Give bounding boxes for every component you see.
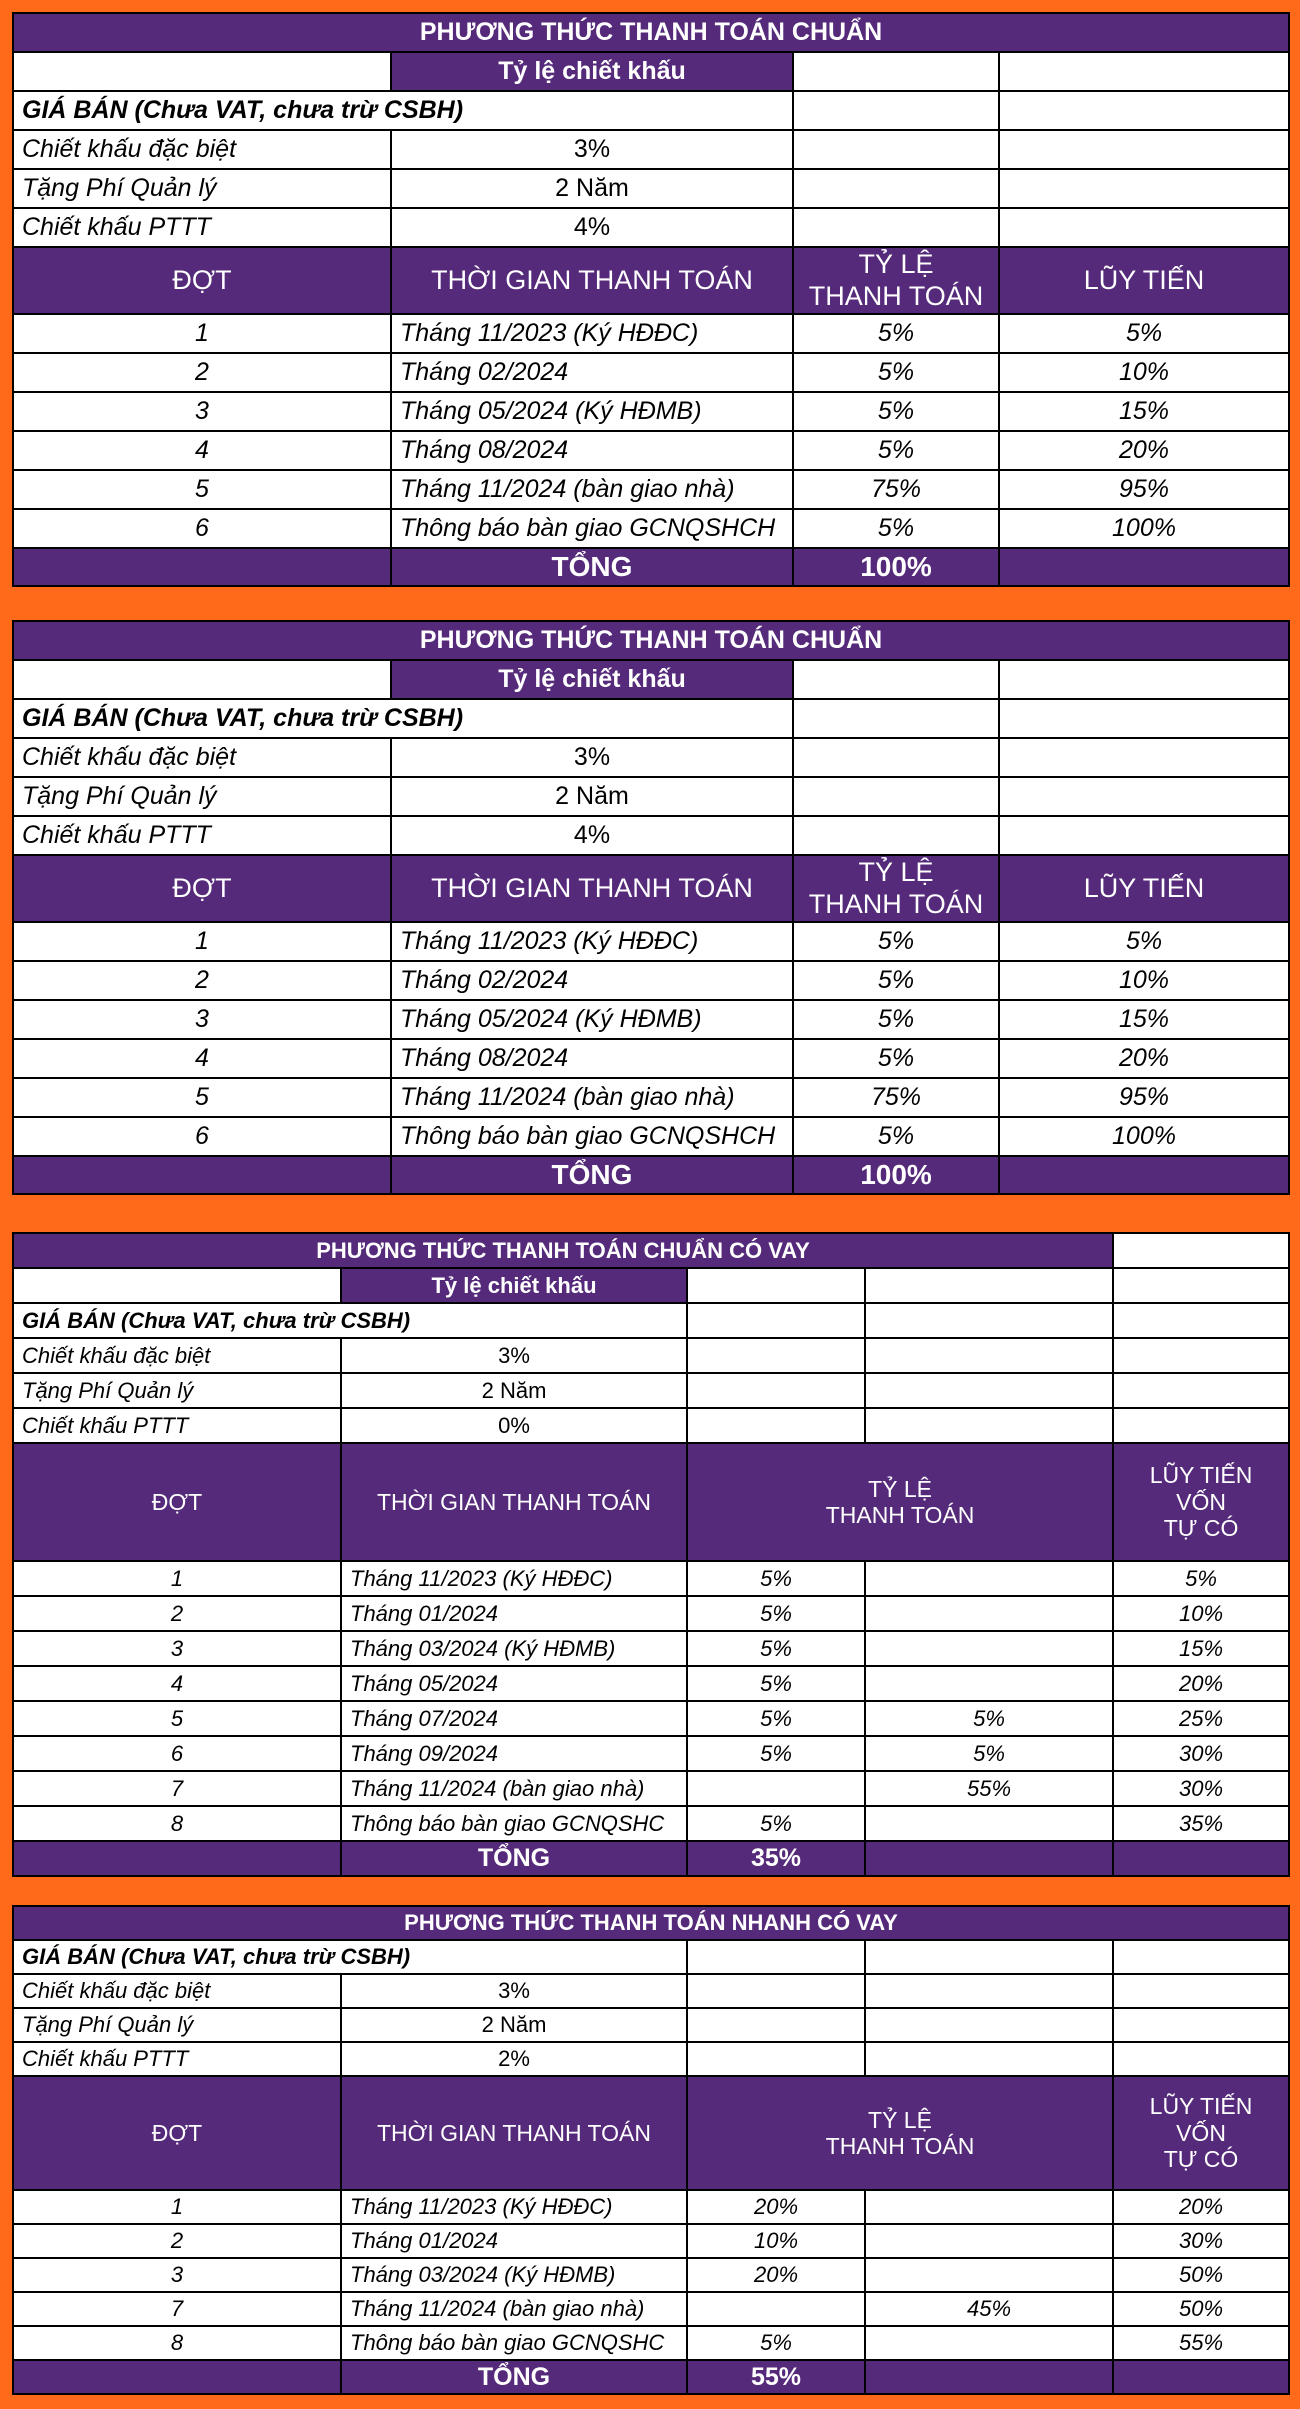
installment-own-rate: 10% <box>687 2224 865 2258</box>
installment-loan-rate: 55% <box>865 1771 1113 1806</box>
installment-own-rate: 20% <box>687 2190 865 2224</box>
table-row <box>13 470 1289 509</box>
installment-time: Tháng 11/2024 (bàn giao nhà) <box>341 2292 687 2326</box>
installment-number: 3 <box>13 392 391 431</box>
col-header-time: THỜI GIAN THANH TOÁN <box>391 247 793 314</box>
table-row <box>13 1039 1289 1078</box>
col-header-rate: TỶ LỆ THANH TOÁN <box>687 1443 1113 1561</box>
installment-number: 1 <box>13 1561 341 1596</box>
table-row <box>13 1666 1289 1701</box>
table-row <box>13 1631 1289 1666</box>
col-header-time: THỜI GIAN THANH TOÁN <box>341 1443 687 1561</box>
installment-rate: 5% <box>793 353 999 392</box>
installment-own-rate: 5% <box>687 1596 865 1631</box>
table-row <box>13 1078 1289 1117</box>
installment-time: Tháng 11/2023 (Ký HĐĐC) <box>391 922 793 961</box>
installment-number: 2 <box>13 2224 341 2258</box>
table-row <box>13 2326 1289 2360</box>
installment-cumulative: 100% <box>999 1117 1289 1156</box>
installment-number: 2 <box>13 961 391 1000</box>
installment-number: 2 <box>13 1596 341 1631</box>
installment-number: 7 <box>13 1771 341 1806</box>
installment-time: Tháng 08/2024 <box>391 1039 793 1078</box>
table-title: PHƯƠNG THỨC THANH TOÁN CHUẨN CÓ VAY <box>13 1233 1113 1268</box>
total-value: 100% <box>793 1156 999 1194</box>
table-row <box>13 1806 1289 1841</box>
installment-loan-rate <box>865 1631 1113 1666</box>
installment-time: Tháng 11/2023 (Ký HĐĐC) <box>391 314 793 353</box>
installment-number: 4 <box>13 1039 391 1078</box>
installment-rate: 5% <box>793 961 999 1000</box>
discount-value: 2 Năm <box>391 777 793 816</box>
installment-cumulative: 5% <box>1113 1561 1289 1596</box>
installment-rate: 5% <box>793 922 999 961</box>
discount-value: 2 Năm <box>341 2008 687 2042</box>
installment-cumulative: 35% <box>1113 1806 1289 1841</box>
installment-time: Tháng 11/2024 (bàn giao nhà) <box>341 1771 687 1806</box>
installment-number: 3 <box>13 1631 341 1666</box>
table-row <box>13 1000 1289 1039</box>
discount-value: 4% <box>391 208 793 247</box>
col-header-dot: ĐỢT <box>13 1443 341 1561</box>
discount-label: Chiết khấu đặc biệt <box>13 738 391 777</box>
installment-rate: 5% <box>793 509 999 548</box>
installment-time: Tháng 02/2024 <box>391 961 793 1000</box>
installment-number: 7 <box>13 2292 341 2326</box>
total-value: 35% <box>687 1841 865 1876</box>
discount-value: 2 Năm <box>341 1373 687 1408</box>
discount-label: Chiết khấu đặc biệt <box>13 1338 341 1373</box>
installment-rate: 75% <box>793 1078 999 1117</box>
discount-header: Tỷ lệ chiết khấu <box>391 660 793 699</box>
installment-own-rate: 5% <box>687 1561 865 1596</box>
table-title: PHƯƠNG THỨC THANH TOÁN CHUẨN <box>13 13 1289 52</box>
installment-loan-rate <box>865 1806 1113 1841</box>
installment-own-rate <box>687 1771 865 1806</box>
installment-time: Tháng 05/2024 (Ký HĐMB) <box>391 392 793 431</box>
discount-value: 3% <box>341 1338 687 1373</box>
installment-number: 8 <box>13 1806 341 1841</box>
total-label: TỔNG <box>341 1841 687 1876</box>
payment-table-2 <box>12 620 1288 1195</box>
table-row <box>13 1771 1289 1806</box>
installment-number: 3 <box>13 1000 391 1039</box>
table-row <box>13 314 1289 353</box>
installment-number: 4 <box>13 1666 341 1701</box>
installment-time: Tháng 07/2024 <box>341 1701 687 1736</box>
total-label: TỔNG <box>391 1156 793 1194</box>
total-value: 100% <box>793 548 999 586</box>
col-header-rate: TỶ LỆ THANH TOÁN <box>793 855 999 922</box>
installment-rate: 5% <box>793 1039 999 1078</box>
installment-own-rate: 5% <box>687 1666 865 1701</box>
table-row <box>13 1561 1289 1596</box>
price-label: GIÁ BÁN (Chưa VAT, chưa trừ CSBH) <box>13 91 793 130</box>
discount-label: Tặng Phí Quản lý <box>13 1373 341 1408</box>
installment-time: Tháng 11/2024 (bàn giao nhà) <box>391 470 793 509</box>
installment-time: Tháng 01/2024 <box>341 2224 687 2258</box>
installment-loan-rate: 5% <box>865 1736 1113 1771</box>
installment-cumulative: 25% <box>1113 1701 1289 1736</box>
table-row <box>13 2258 1289 2292</box>
table-row <box>13 2224 1289 2258</box>
installment-own-rate: 5% <box>687 1736 865 1771</box>
total-label: TỔNG <box>341 2360 687 2394</box>
installment-rate: 5% <box>793 314 999 353</box>
installment-number: 1 <box>13 922 391 961</box>
installment-cumulative: 50% <box>1113 2292 1289 2326</box>
table-row <box>13 392 1289 431</box>
installment-time: Tháng 03/2024 (Ký HĐMB) <box>341 1631 687 1666</box>
discount-value: 3% <box>341 1974 687 2008</box>
installment-number: 6 <box>13 1117 391 1156</box>
col-header-time: THỜI GIAN THANH TOÁN <box>391 855 793 922</box>
installment-own-rate: 20% <box>687 2258 865 2292</box>
installment-time: Tháng 11/2023 (Ký HĐĐC) <box>341 2190 687 2224</box>
installment-time: Tháng 05/2024 (Ký HĐMB) <box>391 1000 793 1039</box>
discount-label: Tặng Phí Quản lý <box>13 169 391 208</box>
installment-cumulative: 95% <box>999 470 1289 509</box>
table-row <box>13 1117 1289 1156</box>
installment-loan-rate <box>865 2190 1113 2224</box>
installment-cumulative: 20% <box>1113 2190 1289 2224</box>
installment-loan-rate: 45% <box>865 2292 1113 2326</box>
installment-rate: 5% <box>793 1117 999 1156</box>
installment-rate: 5% <box>793 1000 999 1039</box>
installment-loan-rate <box>865 2326 1113 2360</box>
installment-number: 6 <box>13 1736 341 1771</box>
installment-number: 1 <box>13 2190 341 2224</box>
table-row <box>13 961 1289 1000</box>
installment-time: Tháng 05/2024 <box>341 1666 687 1701</box>
installment-number: 4 <box>13 431 391 470</box>
installment-own-rate <box>687 2292 865 2326</box>
installment-cumulative: 5% <box>999 314 1289 353</box>
discount-label: Chiết khấu PTTT <box>13 2042 341 2076</box>
discount-label: Chiết khấu đặc biệt <box>13 130 391 169</box>
installment-time: Tháng 11/2023 (Ký HĐĐC) <box>341 1561 687 1596</box>
installment-cumulative: 15% <box>999 392 1289 431</box>
installment-number: 8 <box>13 2326 341 2360</box>
installment-own-rate: 5% <box>687 1806 865 1841</box>
table-row <box>13 2190 1289 2224</box>
payment-table-4 <box>12 1905 1288 2395</box>
discount-value: 3% <box>391 738 793 777</box>
installment-rate: 5% <box>793 431 999 470</box>
table-row <box>13 353 1289 392</box>
installment-loan-rate <box>865 1561 1113 1596</box>
installment-cumulative: 10% <box>999 961 1289 1000</box>
installment-cumulative: 15% <box>1113 1631 1289 1666</box>
discount-header: Tỷ lệ chiết khấu <box>341 1268 687 1303</box>
installment-cumulative: 100% <box>999 509 1289 548</box>
col-header-cumulative: LŨY TIẾN VỐN TỰ CÓ <box>1113 1443 1289 1561</box>
table-row <box>13 2292 1289 2326</box>
installment-time: Tháng 11/2024 (bàn giao nhà) <box>391 1078 793 1117</box>
installment-cumulative: 15% <box>999 1000 1289 1039</box>
discount-value: 3% <box>391 130 793 169</box>
installment-cumulative: 10% <box>999 353 1289 392</box>
col-header-rate: TỶ LỆ THANH TOÁN <box>793 247 999 314</box>
table-row <box>13 922 1289 961</box>
installment-number: 2 <box>13 353 391 392</box>
installment-time: Thông báo bàn giao GCNQSHC <box>341 2326 687 2360</box>
col-header-dot: ĐỢT <box>13 247 391 314</box>
discount-value: 4% <box>391 816 793 855</box>
installment-own-rate: 5% <box>687 1631 865 1666</box>
installment-time: Thông báo bàn giao GCNQSHC <box>341 1806 687 1841</box>
installment-cumulative: 20% <box>999 1039 1289 1078</box>
payment-table-1 <box>12 12 1288 587</box>
installment-time: Tháng 09/2024 <box>341 1736 687 1771</box>
table-row <box>13 1596 1289 1631</box>
table-row <box>13 431 1289 470</box>
installment-cumulative: 95% <box>999 1078 1289 1117</box>
installment-rate: 75% <box>793 470 999 509</box>
installment-loan-rate <box>865 2258 1113 2292</box>
installment-loan-rate: 5% <box>865 1701 1113 1736</box>
table-title: PHƯƠNG THỨC THANH TOÁN NHANH CÓ VAY <box>13 1906 1289 1940</box>
discount-label: Chiết khấu PTTT <box>13 208 391 247</box>
installment-cumulative: 50% <box>1113 2258 1289 2292</box>
installment-number: 1 <box>13 314 391 353</box>
total-label: TỔNG <box>391 548 793 586</box>
price-label: GIÁ BÁN (Chưa VAT, chưa trừ CSBH) <box>13 1303 687 1338</box>
col-header-dot: ĐỢT <box>13 2076 341 2190</box>
discount-value: 2 Năm <box>391 169 793 208</box>
installment-time: Thông báo bàn giao GCNQSHCH <box>391 1117 793 1156</box>
installment-number: 5 <box>13 1701 341 1736</box>
discount-value: 0% <box>341 1408 687 1443</box>
installment-cumulative: 30% <box>1113 1771 1289 1806</box>
table-row <box>13 1701 1289 1736</box>
table-row <box>13 1736 1289 1771</box>
installment-number: 6 <box>13 509 391 548</box>
discount-label: Chiết khấu đặc biệt <box>13 1974 341 2008</box>
discount-label: Chiết khấu PTTT <box>13 1408 341 1443</box>
installment-time: Tháng 03/2024 (Ký HĐMB) <box>341 2258 687 2292</box>
col-header-dot: ĐỢT <box>13 855 391 922</box>
price-label: GIÁ BÁN (Chưa VAT, chưa trừ CSBH) <box>13 699 793 738</box>
discount-header: Tỷ lệ chiết khấu <box>391 52 793 91</box>
col-header-cumulative: LŨY TIẾN VỐN TỰ CÓ <box>1113 2076 1289 2190</box>
installment-loan-rate <box>865 2224 1113 2258</box>
installment-cumulative: 5% <box>999 922 1289 961</box>
installment-own-rate: 5% <box>687 2326 865 2360</box>
installment-time: Thông báo bàn giao GCNQSHCH <box>391 509 793 548</box>
payment-table-3 <box>12 1232 1288 1877</box>
installment-number: 5 <box>13 470 391 509</box>
installment-rate: 5% <box>793 392 999 431</box>
col-header-rate: TỶ LỆ THANH TOÁN <box>687 2076 1113 2190</box>
installment-loan-rate <box>865 1666 1113 1701</box>
table-title: PHƯƠNG THỨC THANH TOÁN CHUẨN <box>13 621 1289 660</box>
installment-cumulative: 55% <box>1113 2326 1289 2360</box>
installment-own-rate: 5% <box>687 1701 865 1736</box>
col-header-time: THỜI GIAN THANH TOÁN <box>341 2076 687 2190</box>
table-row <box>13 509 1289 548</box>
col-header-cumulative: LŨY TIẾN <box>999 247 1289 314</box>
col-header-cumulative: LŨY TIẾN <box>999 855 1289 922</box>
discount-label: Chiết khấu PTTT <box>13 816 391 855</box>
installment-time: Tháng 01/2024 <box>341 1596 687 1631</box>
discount-label: Tặng Phí Quản lý <box>13 777 391 816</box>
total-value: 55% <box>687 2360 865 2394</box>
installment-cumulative: 30% <box>1113 1736 1289 1771</box>
installment-time: Tháng 02/2024 <box>391 353 793 392</box>
installment-cumulative: 30% <box>1113 2224 1289 2258</box>
installment-cumulative: 20% <box>1113 1666 1289 1701</box>
price-label: GIÁ BÁN (Chưa VAT, chưa trừ CSBH) <box>13 1940 687 1974</box>
discount-label: Tặng Phí Quản lý <box>13 2008 341 2042</box>
installment-time: Tháng 08/2024 <box>391 431 793 470</box>
installment-cumulative: 20% <box>999 431 1289 470</box>
installment-number: 5 <box>13 1078 391 1117</box>
discount-value: 2% <box>341 2042 687 2076</box>
installment-cumulative: 10% <box>1113 1596 1289 1631</box>
installment-loan-rate <box>865 1596 1113 1631</box>
installment-number: 3 <box>13 2258 341 2292</box>
